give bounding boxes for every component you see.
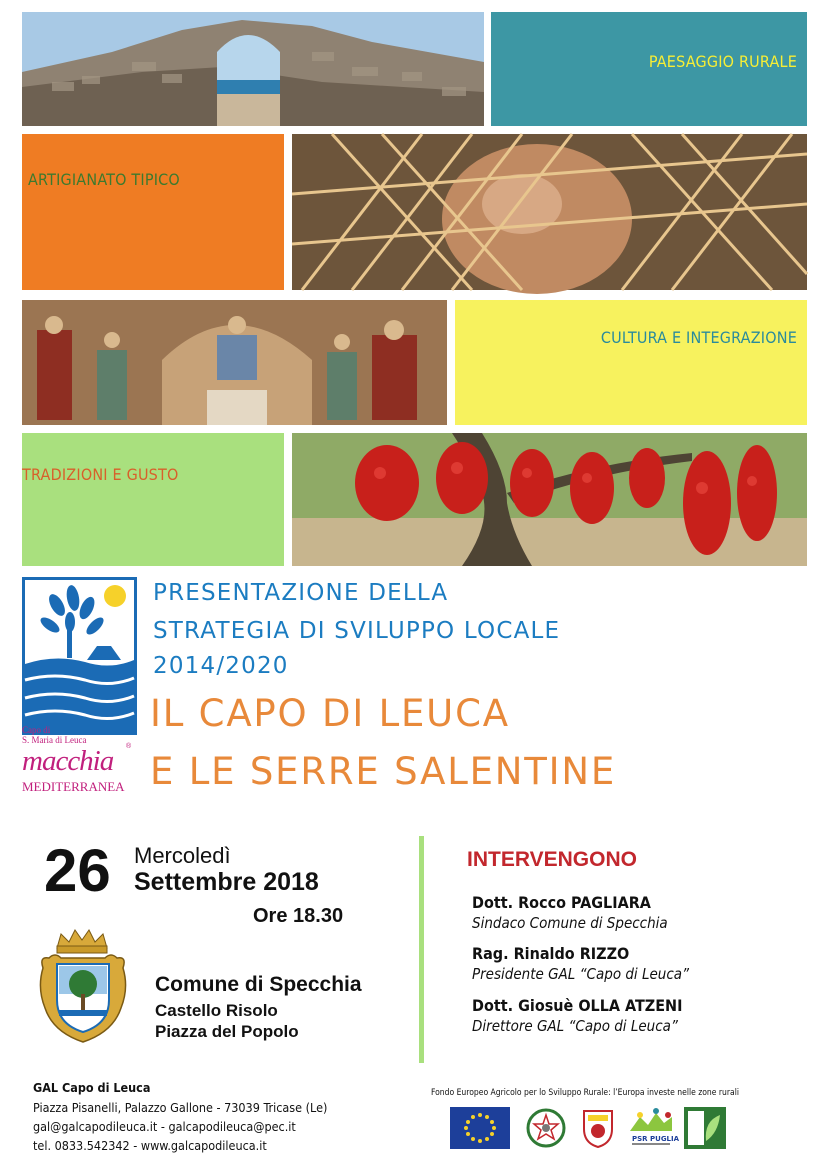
- venue-place: Castello Risolo: [155, 1001, 278, 1020]
- venue-square: Piazza del Popolo: [155, 1022, 299, 1041]
- tile-label: CULTURA E INTEGRAZIONE: [600, 328, 797, 347]
- psr-label: PSR PUGLIA: [632, 1135, 680, 1143]
- psr-puglia-logo-icon: [628, 1107, 680, 1149]
- leader-logo-icon: [684, 1107, 726, 1149]
- eu-flag-icon: [450, 1107, 510, 1149]
- stone-arch-sea-photo: [22, 12, 484, 126]
- event-month-year: Settembre 2018: [134, 868, 319, 896]
- speakers-heading: INTERVENGONO: [467, 848, 637, 871]
- logo-emblem: [22, 577, 137, 735]
- org-name: GAL Capo di Leuca: [33, 1080, 151, 1095]
- logo-text-line2: S. Maria di Leuca: [22, 735, 87, 745]
- logo-text-line1: Capo di: [22, 725, 51, 735]
- org-address: Piazza Pisanelli, Palazzo Gallone - 73039 Tricase (Le): [33, 1100, 328, 1115]
- hanging-tomatoes-photo: [292, 433, 807, 566]
- specchia-coat-of-arms-icon: [35, 928, 130, 1046]
- macchia-mediterranea-logo: [22, 577, 137, 802]
- puglia-region-crest-icon: [580, 1107, 616, 1149]
- logo-name2: MEDITERRANEA: [22, 779, 125, 794]
- title-line3: 2014/2020: [153, 653, 289, 679]
- title-line1: PRESENTAZIONE DELLA: [153, 580, 449, 606]
- funding-statement: Fondo Europeo Agricolo per lo Sviluppo Rurale: l’Europa investe nelle zone rurali: [431, 1088, 739, 1098]
- tile-tradizioni-gusto: [22, 433, 284, 566]
- event-weekday: Mercoledì: [134, 843, 231, 868]
- tile-label: TRADIZIONI E GUSTO: [22, 465, 179, 484]
- venue-name: Comune di Specchia: [155, 973, 362, 996]
- event-time: Ore 18.30: [253, 905, 344, 927]
- speaker-role: Direttore GAL “Capo di Leuca”: [472, 1017, 678, 1035]
- event-title-line2: E LE SERRE SALENTINE: [150, 750, 617, 793]
- vertical-divider: [419, 836, 424, 1063]
- italian-republic-emblem-icon: [525, 1107, 567, 1149]
- speaker-name: Dott. Rocco PAGLIARA: [472, 893, 651, 912]
- event-title-line1: IL CAPO DI LEUCA: [150, 692, 510, 735]
- speaker-role: Sindaco Comune di Specchia: [472, 914, 668, 932]
- tile-label: ARTIGIANATO TIPICO: [28, 170, 180, 189]
- basket-weaver-photo: [292, 134, 807, 290]
- tile-label: PAESAGGIO RURALE: [648, 52, 797, 71]
- tile-cultura-integrazione: [455, 300, 807, 425]
- org-emails: gal@galcapodileuca.it - galcapodileuca@pec.it: [33, 1119, 296, 1134]
- tile-paesaggio-rurale: [491, 12, 807, 126]
- speaker-name: Dott. Giosuè OLLA ATZENI: [472, 996, 683, 1015]
- speaker-name: Rag. Rinaldo RIZZO: [472, 944, 630, 963]
- registered-mark: ®: [126, 743, 132, 750]
- church-frescoes-photo: [22, 300, 447, 425]
- logo-name: macchia: [22, 745, 114, 777]
- speaker-role: Presidente GAL “Capo di Leuca”: [472, 965, 690, 983]
- event-day: 26: [44, 837, 111, 904]
- org-contacts: tel. 0833.542342 - www.galcapodileuca.it: [33, 1138, 267, 1153]
- tile-artigianato-tipico: [22, 134, 284, 290]
- title-line2: STRATEGIA DI SVILUPPO LOCALE: [153, 618, 561, 644]
